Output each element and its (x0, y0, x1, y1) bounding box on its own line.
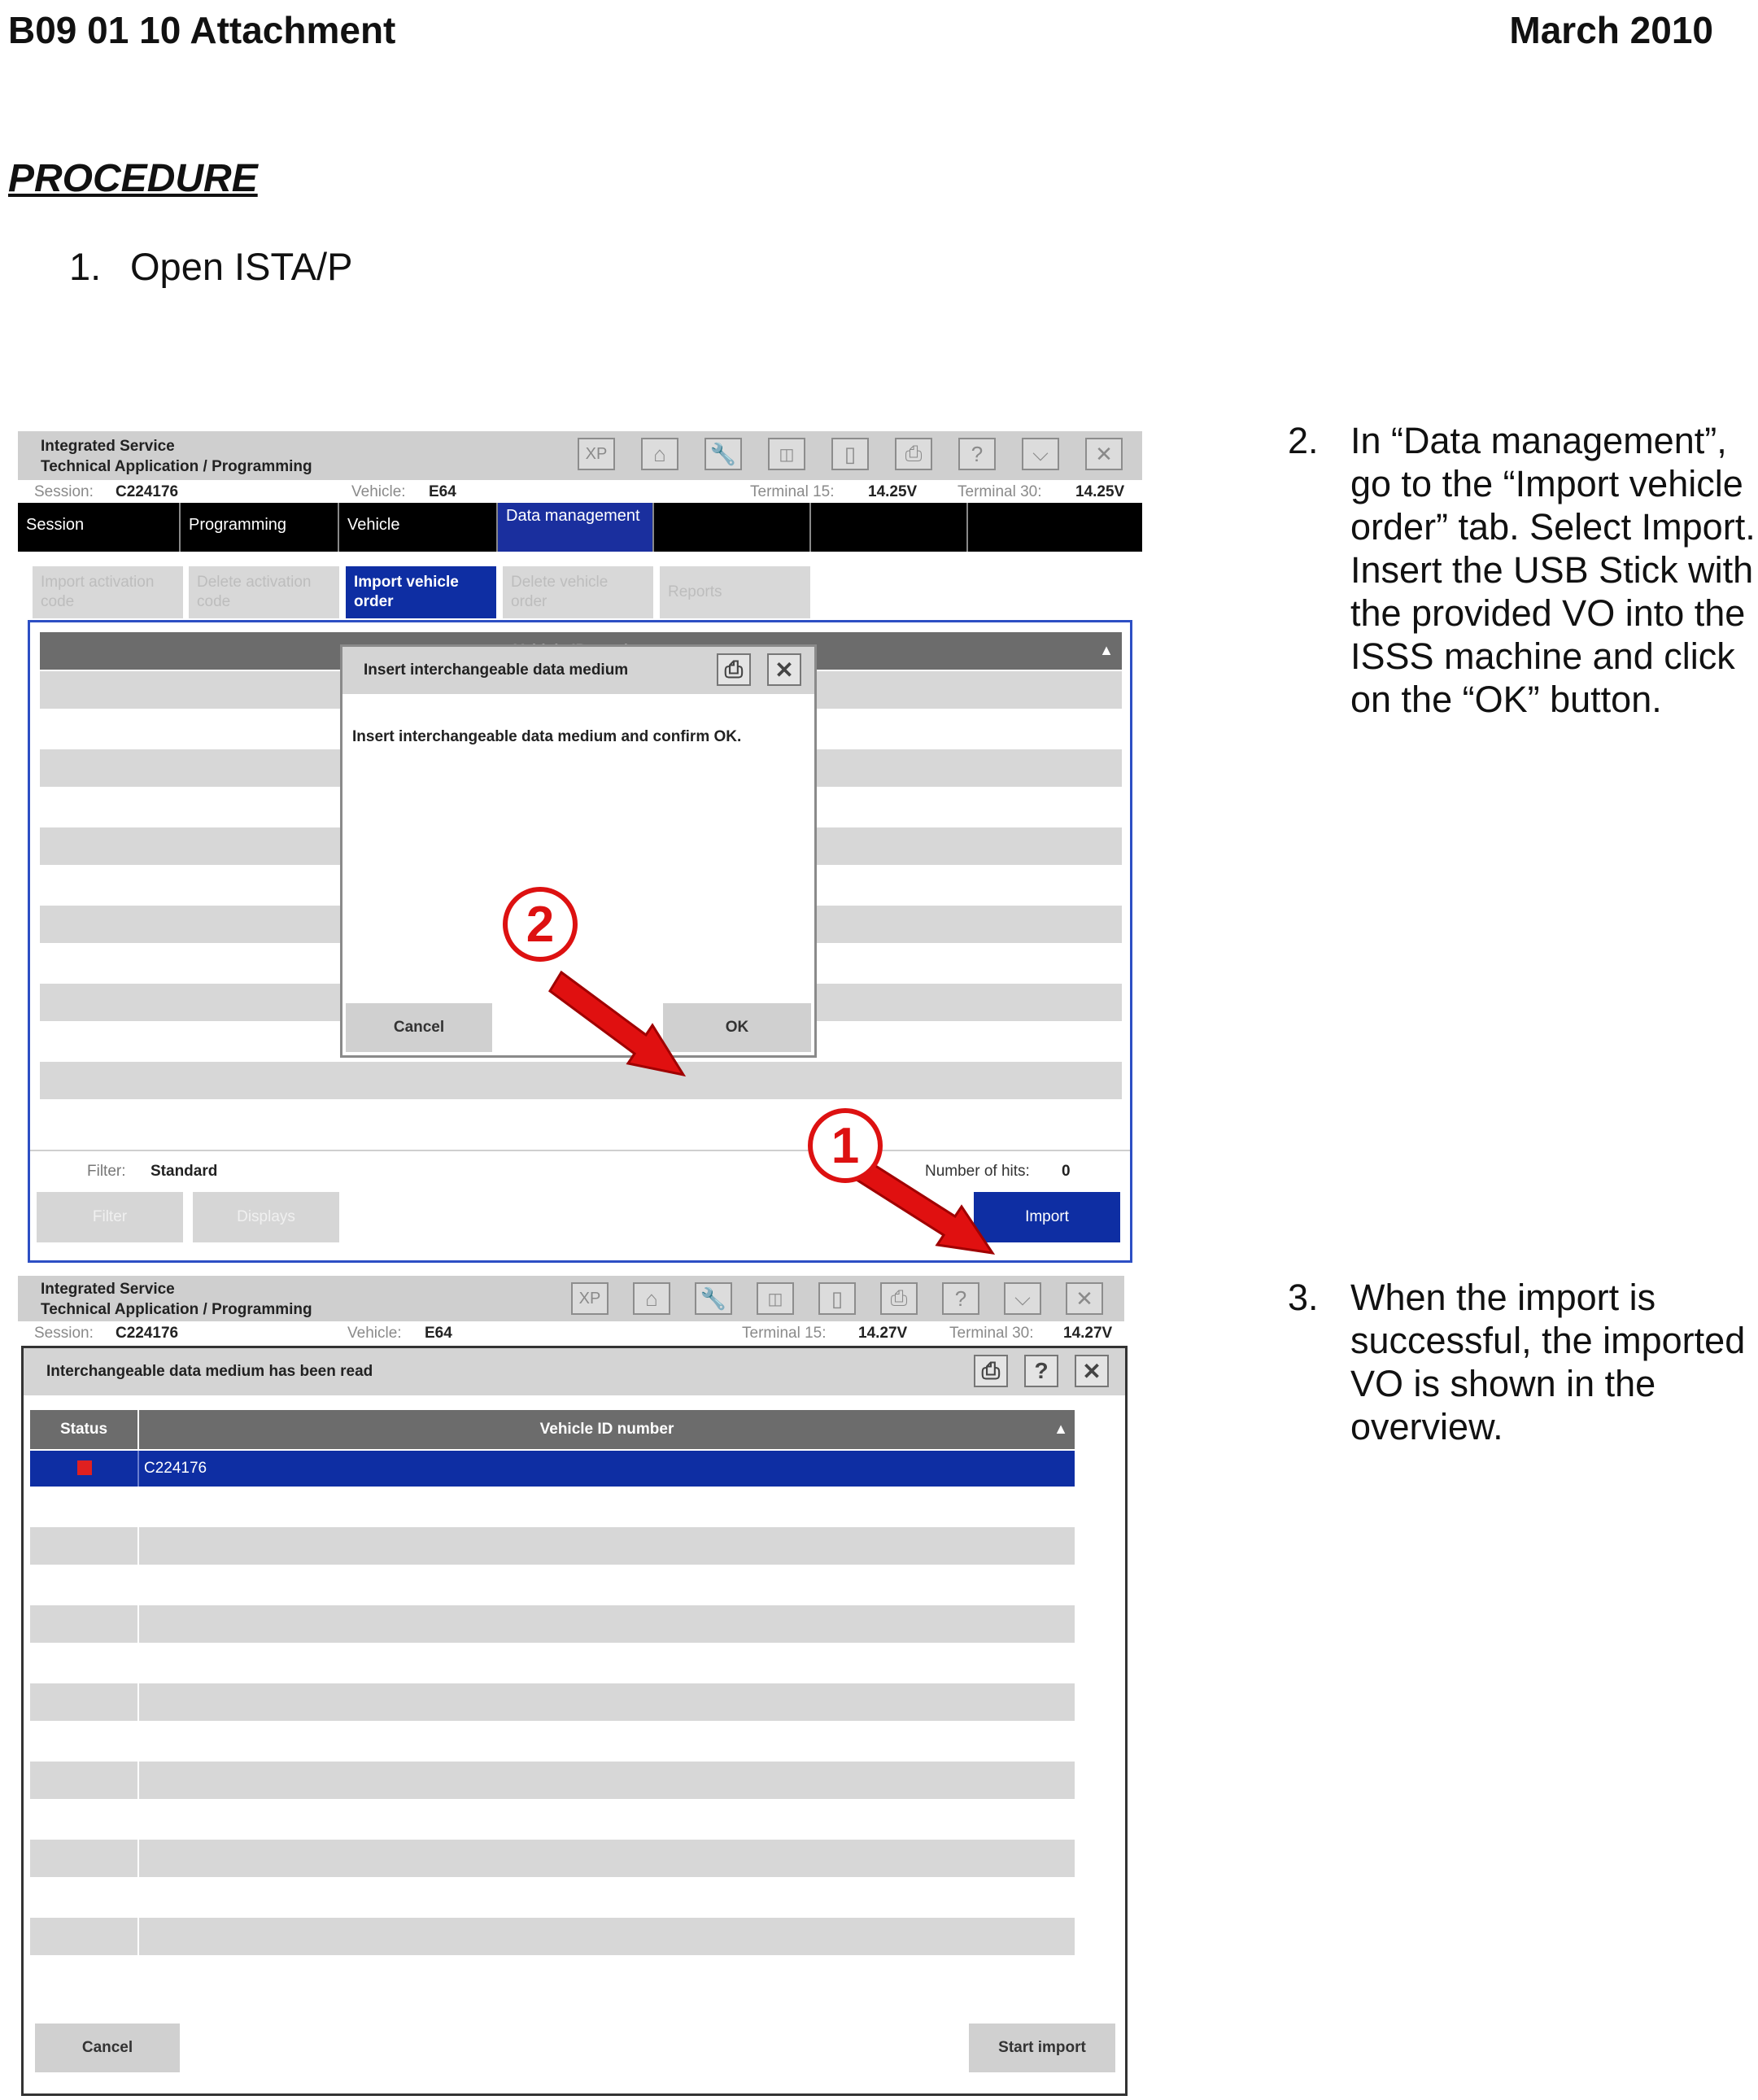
printer-icon[interactable]: ⎙ (895, 438, 932, 470)
step-3-text: When the import is successful, the imported VO is shown in the overview. (1350, 1277, 1746, 1447)
nav-tab-programming[interactable]: Programming (181, 503, 339, 552)
step-2-number: 2. (1288, 420, 1319, 461)
dialog-ok-button[interactable]: OK (663, 1003, 811, 1052)
terminal-30-label: Terminal 30: (949, 1325, 1034, 1342)
home-icon[interactable]: ⌂ (633, 1282, 670, 1315)
column-header-vin[interactable]: Vehicle ID number ▲ (139, 1410, 1075, 1449)
table-row[interactable] (30, 1605, 1075, 1643)
hits-label: Number of hits: (925, 1163, 1030, 1180)
close-icon[interactable]: ✕ (1066, 1282, 1103, 1315)
table-row[interactable] (30, 1918, 1075, 1955)
callout-1: 1 (808, 1108, 883, 1183)
step-2 (1288, 419, 1758, 777)
dialog-title: Interchangeable data medium has been read (46, 1363, 373, 1380)
minimize-icon[interactable]: ⌵ (1022, 438, 1059, 470)
table-row-selected[interactable] (30, 1451, 1075, 1487)
doc-title: B09 01 10 Attachment (8, 9, 396, 51)
arrow-to-import (857, 1161, 992, 1253)
info-bar (18, 1321, 1142, 1344)
subtab-delete-activation-code[interactable]: Delete activation code (189, 566, 339, 618)
home-icon[interactable]: ⌂ (641, 438, 678, 470)
close-icon[interactable]: ✕ (1075, 1355, 1109, 1387)
import-button[interactable]: Import (974, 1192, 1120, 1242)
callout-2: 2 (503, 887, 578, 962)
help-icon[interactable]: ? (942, 1282, 979, 1315)
wrench-icon[interactable]: 🔧 (695, 1282, 732, 1315)
xp-icon[interactable]: XP (571, 1282, 609, 1315)
procedure-heading: PROCEDURE (8, 157, 258, 200)
dialog-title: Insert interchangeable data medium (364, 661, 629, 679)
start-import-button[interactable]: Start import (969, 2024, 1115, 2072)
compare-icon[interactable]: ◫ (757, 1282, 794, 1315)
terminal-15-value: 14.27V (858, 1325, 908, 1342)
vehicle-label: Vehicle: (351, 483, 406, 500)
filter-label: Filter: (87, 1163, 126, 1180)
help-icon[interactable]: ? (1024, 1355, 1058, 1387)
session-value: C224176 (116, 1325, 179, 1342)
printer-icon[interactable]: ⎙ (974, 1355, 1008, 1387)
dialog-message: Insert interchangeable data medium and confirm OK. (352, 728, 742, 745)
session-value: C224176 (116, 483, 179, 500)
title-bar (18, 1276, 1124, 1321)
app-title-line1: Integrated Service (41, 438, 175, 455)
battery-icon[interactable]: ▯ (818, 1282, 856, 1315)
vehicle-value: E64 (429, 483, 456, 500)
app-title-line1: Integrated Service (41, 1281, 175, 1298)
app-title-line2: Technical Application / Programming (41, 1301, 312, 1318)
cell-divider (137, 1451, 139, 1487)
subtab-reports[interactable]: Reports (660, 566, 810, 618)
wrench-icon[interactable]: 🔧 (705, 438, 742, 470)
status-error-icon (77, 1460, 92, 1475)
minimize-icon[interactable]: ⌵ (1004, 1282, 1041, 1315)
row-vin: C224176 (144, 1460, 207, 1477)
displays-button[interactable]: Displays (193, 1192, 339, 1242)
session-label: Session: (34, 1325, 94, 1342)
dialog-header (24, 1348, 1125, 1395)
table-row[interactable] (30, 1840, 1075, 1877)
step-3-number: 3. (1288, 1277, 1319, 1318)
close-icon[interactable]: ✕ (1085, 438, 1123, 470)
printer-icon[interactable]: ⎙ (880, 1282, 918, 1315)
filter-button[interactable]: Filter (37, 1192, 183, 1242)
doc-date: March 2010 (1509, 9, 1713, 51)
printer-icon[interactable]: ⎙ (717, 653, 751, 686)
filter-value: Standard (150, 1163, 218, 1180)
terminal-30-value: 14.27V (1063, 1325, 1113, 1342)
help-icon[interactable]: ? (958, 438, 996, 470)
medium-read-dialog (21, 1346, 1128, 2096)
nav-tab-data-management[interactable]: Data management (498, 503, 654, 552)
vehicle-value: E64 (425, 1325, 452, 1342)
vehicle-label: Vehicle: (347, 1325, 402, 1342)
ista-window-2 (18, 1276, 1142, 2100)
step-1-text: Open ISTA/P (130, 245, 353, 288)
step-1 (69, 244, 352, 289)
session-label: Session: (34, 483, 94, 500)
xp-icon[interactable]: XP (578, 438, 615, 470)
callout-arrows (18, 431, 1142, 1269)
table-row[interactable] (30, 1527, 1075, 1565)
terminal-30-value: 14.25V (1075, 483, 1125, 500)
dialog-cancel-button[interactable]: Cancel (346, 1003, 492, 1052)
nav-tab-vehicle[interactable]: Vehicle (339, 503, 498, 552)
subtab-delete-vehicle-order[interactable]: Delete vehicle order (503, 566, 653, 618)
step-2-text: In “Data management”, go to the “Import vehicle order” tab. Select Import. Insert the USB Stick with the provided VO into the ISSS machine and click on the “OK” button. (1350, 420, 1756, 720)
ista-window-1 (18, 431, 1142, 1269)
step-1-number: 1. (69, 245, 102, 288)
table-row[interactable] (30, 1683, 1075, 1721)
terminal-15-value: 14.25V (868, 483, 918, 500)
compare-icon[interactable]: ◫ (768, 438, 805, 470)
sort-up-icon[interactable]: ▲ (1099, 642, 1114, 658)
arrow-to-ok (550, 972, 683, 1075)
column-header-status[interactable]: Status (30, 1410, 139, 1449)
hits-value: 0 (1062, 1163, 1071, 1180)
subtab-import-activation-code[interactable]: Import activation code (33, 566, 183, 618)
app-title-line2: Technical Application / Programming (41, 458, 312, 475)
cancel-button[interactable]: Cancel (35, 2024, 180, 2072)
terminal-30-label: Terminal 30: (958, 483, 1042, 500)
terminal-15-label: Terminal 15: (742, 1325, 827, 1342)
terminal-15-label: Terminal 15: (750, 483, 835, 500)
sort-up-icon[interactable]: ▲ (1053, 1421, 1068, 1437)
step-3 (1288, 1276, 1758, 1471)
subtab-import-vehicle-order[interactable]: Import vehicle order (346, 566, 496, 618)
table-row[interactable] (30, 1762, 1075, 1799)
nav-tab-session[interactable]: Session (18, 503, 181, 552)
battery-icon[interactable]: ▯ (831, 438, 869, 470)
close-icon[interactable]: ✕ (767, 653, 801, 686)
column-divider (137, 1487, 139, 1955)
